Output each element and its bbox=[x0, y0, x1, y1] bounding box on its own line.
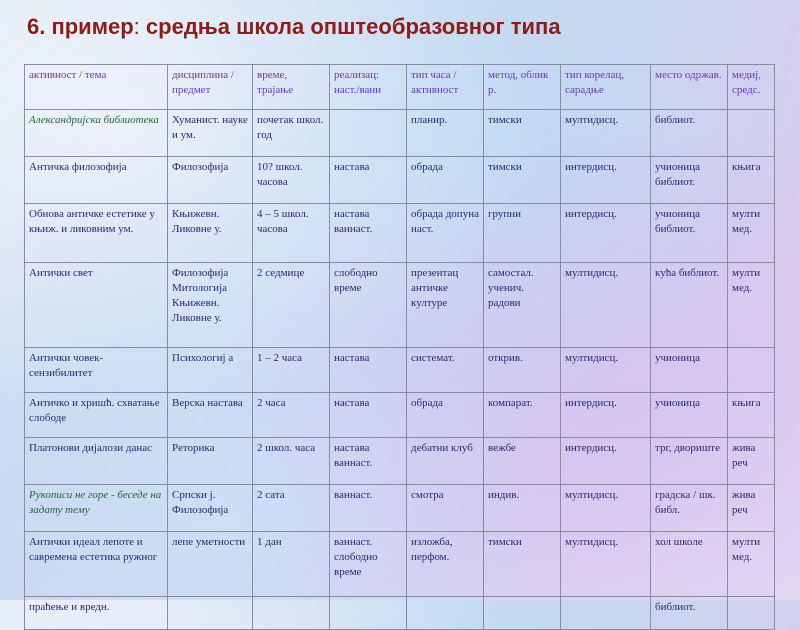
table-cell: Платонови дијалози данас bbox=[25, 438, 168, 485]
column-header: време, трајање bbox=[253, 65, 330, 110]
title-number: 6. пример bbox=[27, 14, 134, 39]
table-cell: слободно време bbox=[330, 263, 407, 348]
table-cell: Књижевн. Ликовне у. bbox=[168, 204, 253, 263]
table-cell: мултидисц. bbox=[561, 263, 651, 348]
table-cell: настава bbox=[330, 157, 407, 204]
table-cell: планир. bbox=[407, 110, 484, 157]
table-cell: мулти мед. bbox=[728, 532, 775, 597]
column-header: тип корелац, сарадње bbox=[561, 65, 651, 110]
table-cell: компарат. bbox=[484, 393, 561, 438]
table-cell: мулти мед. bbox=[728, 263, 775, 348]
table-cell: настава bbox=[330, 348, 407, 393]
table-cell: Филозофија bbox=[168, 157, 253, 204]
table-cell: Психологиј а bbox=[168, 348, 253, 393]
table-cell: трг, двориште bbox=[651, 438, 728, 485]
table-cell: Хуманист. науке и ум. bbox=[168, 110, 253, 157]
table-cell: изложба, перфом. bbox=[407, 532, 484, 597]
table-cell: дебатни клуб bbox=[407, 438, 484, 485]
table-cell: 2 часа bbox=[253, 393, 330, 438]
table-cell: учионица bbox=[651, 393, 728, 438]
table-cell: ваннаст. слободно време bbox=[330, 532, 407, 597]
table-row bbox=[25, 438, 775, 485]
table-cell: Српски ј. Филозофија bbox=[168, 485, 253, 532]
table-cell: тимски bbox=[484, 157, 561, 204]
table-cell: 10? школ. часова bbox=[253, 157, 330, 204]
table-cell: библиот. bbox=[651, 597, 728, 630]
column-header: метод, облик р. bbox=[484, 65, 561, 110]
table-cell: вежбе bbox=[484, 438, 561, 485]
table-cell: Обнова античке естетике у књиж. и ликовним ум. bbox=[25, 204, 168, 263]
table-cell: књига bbox=[728, 393, 775, 438]
table-cell bbox=[561, 597, 651, 630]
table-cell: учионица библиот. bbox=[651, 204, 728, 263]
table-cell bbox=[253, 597, 330, 630]
table-cell: индив. bbox=[484, 485, 561, 532]
table-cell: Реторика bbox=[168, 438, 253, 485]
table-cell: жива реч bbox=[728, 485, 775, 532]
table-cell: самостал. ученич. радови bbox=[484, 263, 561, 348]
table-row bbox=[25, 110, 775, 157]
table-cell bbox=[407, 597, 484, 630]
table-row bbox=[25, 204, 775, 263]
table-cell: 2 школ. часа bbox=[253, 438, 330, 485]
table-cell: обрада bbox=[407, 157, 484, 204]
table-cell: градска / шк. библ. bbox=[651, 485, 728, 532]
table-cell: обрада допуна наст. bbox=[407, 204, 484, 263]
title-text: средња школа општеобразовног типа bbox=[139, 14, 561, 39]
curriculum-table bbox=[24, 64, 775, 630]
column-header: тип часа / активност bbox=[407, 65, 484, 110]
table-cell: библиот. bbox=[651, 110, 728, 157]
table-cell: тимски bbox=[484, 110, 561, 157]
table-cell: књига bbox=[728, 157, 775, 204]
table-cell: 1 дан bbox=[253, 532, 330, 597]
table-cell: настава ваннаст. bbox=[330, 438, 407, 485]
table-cell: мулти мед. bbox=[728, 204, 775, 263]
table-cell bbox=[330, 597, 407, 630]
table-cell: групни bbox=[484, 204, 561, 263]
table-cell: презентац античке културе bbox=[407, 263, 484, 348]
table-cell: учионица библиот. bbox=[651, 157, 728, 204]
table-row bbox=[25, 263, 775, 348]
table-cell: Филозофија Митологија Књижевн. Ликовне у. bbox=[168, 263, 253, 348]
table-cell: жива реч bbox=[728, 438, 775, 485]
table-cell: Античка филозофија bbox=[25, 157, 168, 204]
table-cell: Рукописи не горе - беседе на задату тему bbox=[25, 485, 168, 532]
table-cell: мултидисц. bbox=[561, 532, 651, 597]
table-cell: Антички свет bbox=[25, 263, 168, 348]
table-cell: тимски bbox=[484, 532, 561, 597]
table-cell: мултидисц. bbox=[561, 348, 651, 393]
table-cell: Антички идеал лепоте и савремена естетика ружног bbox=[25, 532, 168, 597]
table-row bbox=[25, 597, 775, 630]
table-cell: Антички човек-сензибилитет bbox=[25, 348, 168, 393]
table-cell: 2 седмице bbox=[253, 263, 330, 348]
table-cell: настава bbox=[330, 393, 407, 438]
table-cell: ваннаст. bbox=[330, 485, 407, 532]
column-header: медиј, средс. bbox=[728, 65, 775, 110]
table-cell: интердисц. bbox=[561, 157, 651, 204]
column-header: дисциплина / предмет bbox=[168, 65, 253, 110]
table-cell: 2 сата bbox=[253, 485, 330, 532]
table-cell: Верска настава bbox=[168, 393, 253, 438]
table-row bbox=[25, 393, 775, 438]
table-cell: учионица bbox=[651, 348, 728, 393]
column-header: активност / тема bbox=[25, 65, 168, 110]
table-cell: мултидисц. bbox=[561, 110, 651, 157]
table-cell: интердисц. bbox=[561, 393, 651, 438]
table-cell: 1 – 2 часа bbox=[253, 348, 330, 393]
table-cell: интердисц. bbox=[561, 438, 651, 485]
table-cell bbox=[330, 110, 407, 157]
table-cell: системат. bbox=[407, 348, 484, 393]
table-cell: лепе уметности bbox=[168, 532, 253, 597]
table-cell bbox=[728, 597, 775, 630]
table-cell bbox=[728, 348, 775, 393]
table-header-row bbox=[25, 65, 775, 110]
table-cell: кућа библиот. bbox=[651, 263, 728, 348]
table-cell: хол школе bbox=[651, 532, 728, 597]
table-cell: Александријска библиотека bbox=[25, 110, 168, 157]
page-title bbox=[27, 14, 561, 40]
table-cell: настава ваннаст. bbox=[330, 204, 407, 263]
table-row bbox=[25, 348, 775, 393]
table-row bbox=[25, 157, 775, 204]
table-row bbox=[25, 485, 775, 532]
column-header: реализац: наст./вани bbox=[330, 65, 407, 110]
table-cell bbox=[484, 597, 561, 630]
table-cell: Античко и хришћ. схватање слободе bbox=[25, 393, 168, 438]
title-colon: : bbox=[133, 14, 140, 39]
table-cell: праћење и вредн. bbox=[25, 597, 168, 630]
table-cell: мултидисц. bbox=[561, 485, 651, 532]
table-cell bbox=[168, 597, 253, 630]
table-cell: почетак школ. год bbox=[253, 110, 330, 157]
table-cell: смотра bbox=[407, 485, 484, 532]
table-cell: открив. bbox=[484, 348, 561, 393]
table-row bbox=[25, 532, 775, 597]
table-cell: интердисц. bbox=[561, 204, 651, 263]
column-header: место одржав. bbox=[651, 65, 728, 110]
table-cell: 4 – 5 школ. часова bbox=[253, 204, 330, 263]
table-cell bbox=[728, 110, 775, 157]
table-cell: обрада bbox=[407, 393, 484, 438]
